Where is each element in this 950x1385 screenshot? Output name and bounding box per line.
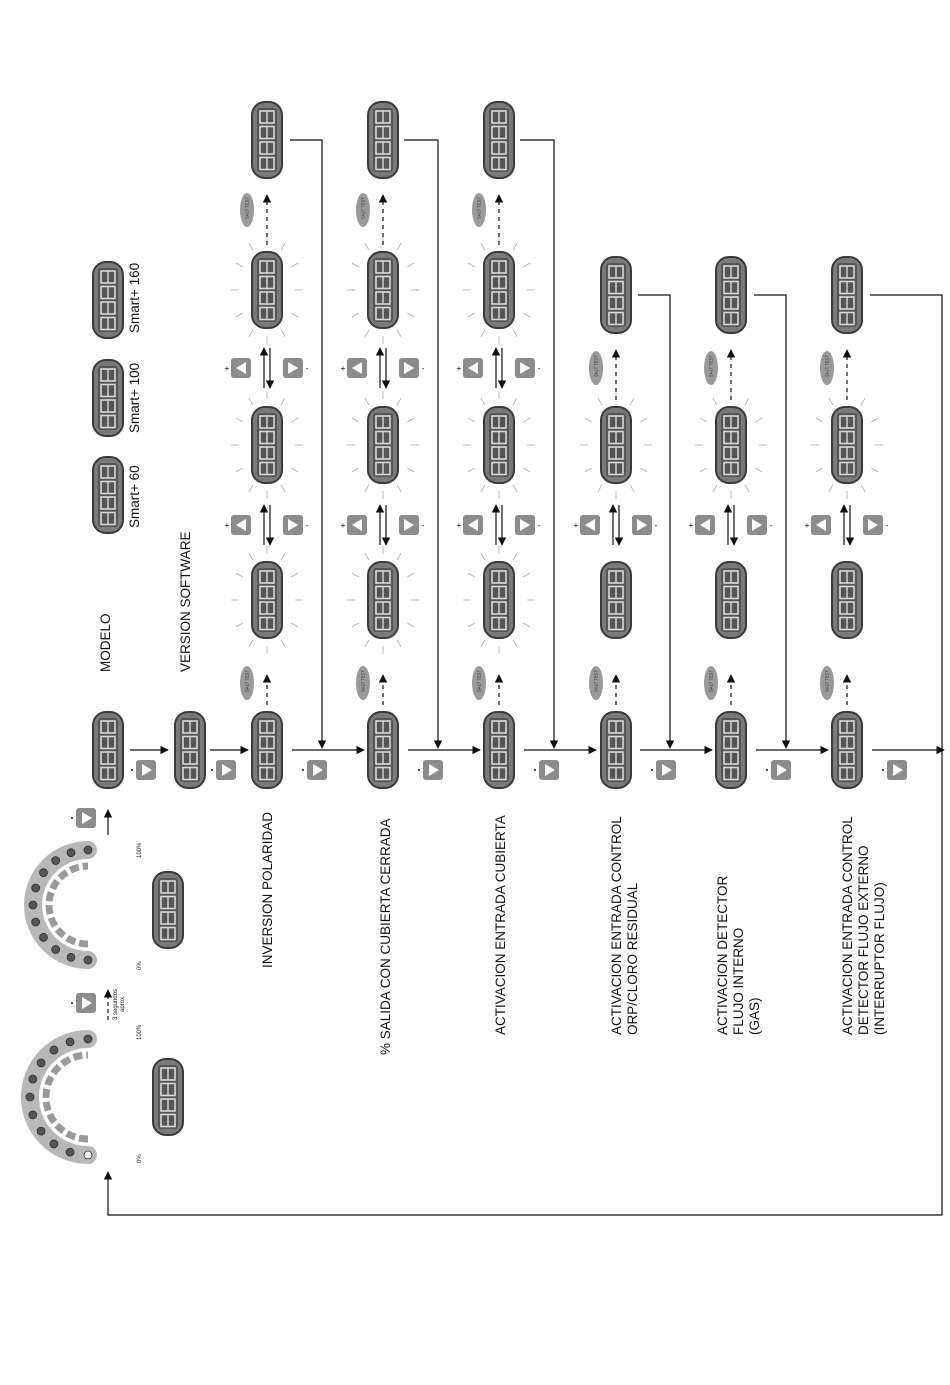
display-version [175, 712, 205, 788]
glow-ray [236, 418, 243, 422]
gauge-inner-ring [46, 1055, 88, 1139]
display-model-60 [93, 457, 123, 533]
glow-ray [281, 640, 285, 647]
glow-ray [713, 485, 717, 492]
glow-ray [236, 623, 243, 627]
glow-ray [397, 553, 401, 560]
glow-ray [397, 640, 401, 647]
glow-ray [523, 623, 530, 627]
glow-ray [365, 243, 369, 250]
row-gas-play-button[interactable] [766, 760, 791, 780]
row-inversion-display-main [252, 712, 282, 788]
row-gas-display-opt1 [716, 562, 746, 638]
salt-test-label: SALT TEST [360, 197, 366, 219]
row-salida-toggle-1 [380, 505, 386, 545]
label-inversion-polaridad: INVERSION POLARIDAD [260, 811, 275, 968]
glow-ray [481, 330, 485, 337]
row-inversion-down-button-1[interactable] [283, 515, 309, 535]
glow-ray [468, 313, 475, 317]
glow-ray [397, 330, 401, 337]
glow-ray [481, 243, 485, 250]
glow-ray [745, 485, 749, 492]
row-inversion-toggle-2 [264, 348, 270, 388]
gauge-led [50, 1046, 58, 1054]
row-orp-up-button-1[interactable] [574, 515, 600, 535]
glow-ray [365, 553, 369, 560]
row-orp-display-opt1 [601, 562, 631, 638]
dot [882, 769, 884, 771]
row-salida-toggle-2 [380, 348, 386, 388]
gauge2-min-label: 0% [137, 961, 143, 970]
glow-ray [291, 468, 298, 472]
glow-ray [513, 398, 517, 405]
glow-ray [407, 263, 414, 267]
row-cubierta-play-button[interactable] [534, 760, 559, 780]
glow-ray [249, 485, 253, 492]
glow-ray [481, 485, 485, 492]
play-button-2[interactable] [211, 760, 236, 780]
glow-ray [291, 418, 298, 422]
row-flujo-display-opt2 [811, 391, 883, 499]
glow-ray [352, 468, 359, 472]
sign: + [456, 521, 462, 530]
row-gas-salt-test-2[interactable] [704, 351, 718, 385]
glow-ray [365, 485, 369, 492]
row-orp-display-end [601, 257, 631, 333]
glow-ray [523, 573, 530, 577]
row-salida-up-button-2[interactable] [341, 358, 367, 378]
salt-test-label: SALT TEST [360, 670, 366, 692]
row-flujo-down-button-1[interactable] [863, 515, 889, 535]
glow-ray [513, 553, 517, 560]
glow-ray [397, 398, 401, 405]
salt-test-label: SALT TEST [244, 670, 250, 692]
glow-ray [468, 468, 475, 472]
gauge1-max-label: 100% [137, 1024, 143, 1040]
row-cubierta-down-button-2[interactable] [515, 358, 541, 378]
display-gauge-right [153, 872, 183, 948]
row-flujo-play-button[interactable] [882, 760, 907, 780]
gauge-led [29, 1075, 37, 1083]
dynamic-elements [26, 102, 907, 1159]
gauge-led [37, 1127, 45, 1135]
label-version-software: VERSION SOFTWARE [178, 531, 193, 672]
row-inversion-display-opt2 [231, 391, 303, 499]
row-cubierta-display-opt3 [463, 236, 535, 344]
row-cubierta-display-main [484, 712, 514, 788]
glow-ray [468, 263, 475, 267]
gauge-led [29, 1111, 37, 1119]
row-flujo-salt-test-2[interactable] [820, 351, 834, 385]
label-gas-line2: FLUJO INTERNO [731, 927, 746, 1035]
glow-ray [755, 418, 762, 422]
glow-ray [236, 573, 243, 577]
row-salida-display-opt3 [347, 236, 419, 344]
dot [418, 769, 420, 771]
dot [71, 817, 73, 819]
sign: - [654, 521, 658, 530]
row-gas-toggle-1 [728, 505, 734, 545]
glow-ray [468, 418, 475, 422]
label-model-160: Smart+ 160 [127, 262, 142, 333]
gauge-led [40, 933, 48, 941]
gauge-led [52, 857, 60, 865]
row-orp-display-opt2 [580, 391, 652, 499]
glow-ray [713, 398, 717, 405]
row-orp-play-button[interactable] [651, 760, 676, 780]
glow-ray [365, 330, 369, 337]
row-flujo-display-opt1 [832, 562, 862, 638]
glow-ray [249, 243, 253, 250]
row-salida-up-button-1[interactable] [341, 515, 367, 535]
dot [131, 769, 133, 771]
glow-ray [281, 243, 285, 250]
glow-ray [407, 573, 414, 577]
display-model-100 [93, 360, 123, 436]
gauge-led [66, 1148, 74, 1156]
row-gas-display-opt2 [695, 391, 767, 499]
connector-lines [108, 140, 944, 1215]
row-inversion-down-button-2[interactable] [283, 358, 309, 378]
gauge-led [84, 1151, 92, 1159]
glow-ray [700, 418, 707, 422]
glow-ray [513, 243, 517, 250]
glow-ray [640, 468, 647, 472]
sign: - [537, 364, 541, 373]
play-button-hold[interactable] [71, 993, 96, 1013]
sign: + [804, 521, 810, 530]
rotated-labels [98, 263, 887, 1055]
row-inversion-toggle-1 [264, 505, 270, 545]
row-gas-up-button-1[interactable] [689, 515, 715, 535]
sign: - [885, 521, 889, 530]
glow-ray [236, 313, 243, 317]
sign: - [769, 521, 773, 530]
glow-ray [861, 398, 865, 405]
glow-ray [630, 398, 634, 405]
label-gas-line1: ACTIVACION DETECTOR [715, 875, 730, 1035]
gauges [113, 842, 143, 1163]
row-flujo-up-button-1[interactable] [805, 515, 831, 535]
glow-ray [352, 313, 359, 317]
hold-label-2: aprox. [120, 995, 126, 1012]
row-salida-play-button[interactable] [418, 760, 443, 780]
row-salida-salt-test-1[interactable] [356, 666, 370, 700]
gauge2-max-label: 100% [137, 842, 143, 858]
glow-ray [816, 468, 823, 472]
gauge-led [37, 1059, 45, 1067]
glow-ray [352, 623, 359, 627]
gauge-led [66, 1038, 74, 1046]
glow-ray [816, 418, 823, 422]
glow-ray [365, 398, 369, 405]
glow-ray [249, 553, 253, 560]
glow-ray [513, 485, 517, 492]
glow-ray [481, 640, 485, 647]
glow-ray [281, 485, 285, 492]
glow-ray [700, 468, 707, 472]
gauge-led [84, 846, 92, 854]
row-salida-display-main [368, 712, 398, 788]
glow-ray [513, 330, 517, 337]
glow-ray [397, 243, 401, 250]
glow-ray [407, 623, 414, 627]
row-cubierta-up-button-2[interactable] [457, 358, 483, 378]
row-cubierta-salt-test-2[interactable] [472, 193, 486, 227]
glow-ray [481, 398, 485, 405]
gauge-led [67, 953, 75, 961]
sign: - [421, 521, 425, 530]
gauge-inner-ring [49, 866, 88, 944]
glow-ray [523, 468, 530, 472]
gauge-led [52, 945, 60, 953]
hold-label-1: 3 segundos [113, 988, 119, 1020]
row-cubierta-display-opt2 [463, 391, 535, 499]
row-cubierta-toggle-2 [496, 348, 502, 388]
glow-ray [755, 468, 762, 472]
row-salida-down-button-2[interactable] [399, 358, 425, 378]
row-flujo-salt-test-1[interactable] [820, 666, 834, 700]
label-activacion-cubierta: ACTIVACION ENTRADA CUBIERTA [493, 815, 508, 1035]
label-orp-line2: ORP/CLORO RESIDUAL [625, 882, 640, 1035]
sign: - [305, 521, 309, 530]
row-flujo-display-main [832, 712, 862, 788]
gauge-right [29, 846, 92, 964]
salt-test-label: SALT TEST [708, 355, 714, 377]
glow-ray [829, 485, 833, 492]
row-inversion-up-button-1[interactable] [225, 515, 251, 535]
glow-ray [745, 398, 749, 405]
row-orp-salt-test-1[interactable] [589, 666, 603, 700]
dot [71, 1002, 73, 1004]
glow-ray [523, 313, 530, 317]
glow-ray [630, 485, 634, 492]
glow-ray [523, 418, 530, 422]
salt-test-label: SALT TEST [708, 670, 714, 692]
sign: + [456, 364, 462, 373]
glow-ray [871, 468, 878, 472]
glow-ray [468, 573, 475, 577]
display-gauge-left [153, 1059, 183, 1135]
salt-test-label: SALT TEST [593, 670, 599, 692]
row-inversion-salt-test-1[interactable] [240, 666, 254, 700]
row-salida-display-opt1 [347, 546, 419, 654]
label-flow-line1: ACTIVACION ENTRADA CONTROL [840, 816, 855, 1035]
sign: - [537, 521, 541, 530]
row-cubierta-down-button-1[interactable] [515, 515, 541, 535]
gauge-led [40, 869, 48, 877]
row-inversion-play-button[interactable] [302, 760, 327, 780]
glow-ray [585, 418, 592, 422]
salt-test-label: SALT TEST [476, 197, 482, 219]
glow-ray [407, 468, 414, 472]
sign: - [305, 364, 309, 373]
play-button-gauge[interactable] [71, 808, 96, 828]
label-model-100: Smart+ 100 [127, 362, 142, 433]
dot [302, 769, 304, 771]
salt-test-label: SALT TEST [824, 670, 830, 692]
label-modelo: MODELO [98, 613, 113, 672]
salt-test-label: SALT TEST [593, 355, 599, 377]
gauge-led [50, 1140, 58, 1148]
glow-ray [291, 263, 298, 267]
label-flow-line3: (INTERRUPTOR FLUJO) [872, 882, 887, 1035]
sign: + [688, 521, 694, 530]
row-cubierta-salt-test-1[interactable] [472, 666, 486, 700]
gauge-led [29, 901, 37, 909]
gauge-led [26, 1093, 34, 1101]
glow-ray [585, 468, 592, 472]
glow-ray [352, 573, 359, 577]
glow-ray [640, 418, 647, 422]
label-model-60: Smart+ 60 [127, 465, 142, 528]
salt-test-label: SALT TEST [244, 197, 250, 219]
row-orp-salt-test-2[interactable] [589, 351, 603, 385]
row-cubierta-display-opt1 [463, 546, 535, 654]
row-cubierta-up-button-1[interactable] [457, 515, 483, 535]
glow-ray [598, 485, 602, 492]
sign: - [421, 364, 425, 373]
row-gas-display-main [716, 712, 746, 788]
glow-ray [598, 398, 602, 405]
gauge1-min-label: 0% [137, 1154, 143, 1163]
gauge-led [84, 1035, 92, 1043]
glow-ray [407, 418, 414, 422]
glow-ray [291, 313, 298, 317]
glow-ray [523, 263, 530, 267]
glow-ray [281, 330, 285, 337]
sign: + [340, 521, 346, 530]
gauge-led [84, 956, 92, 964]
row-salida-display-end [368, 102, 398, 178]
row-orp-display-main [601, 712, 631, 788]
label-salida-cubierta: % SALIDA CON CUBIERTA CERRADA [378, 818, 393, 1055]
gauge-left [26, 1035, 92, 1159]
label-orp-line1: ACTIVACION ENTRADA CONTROL [609, 816, 624, 1035]
display-model-160 [93, 262, 123, 338]
glow-ray [365, 640, 369, 647]
label-gas-line3: (GAS) [747, 997, 762, 1035]
display-start [93, 712, 123, 788]
sign: + [224, 521, 230, 530]
glow-ray [397, 485, 401, 492]
row-salida-down-button-1[interactable] [399, 515, 425, 535]
row-orp-down-button-1[interactable] [632, 515, 658, 535]
salt-test-label: SALT TEST [824, 355, 830, 377]
glow-ray [281, 553, 285, 560]
glow-ray [281, 398, 285, 405]
sign: + [573, 521, 579, 530]
glow-ray [407, 313, 414, 317]
row-cubierta-display-end [484, 102, 514, 178]
glow-ray [829, 398, 833, 405]
row-inversion-up-button-2[interactable] [225, 358, 251, 378]
glow-ray [861, 485, 865, 492]
glow-ray [352, 263, 359, 267]
row-salida-display-opt2 [347, 391, 419, 499]
row-inversion-display-opt3 [231, 236, 303, 344]
play-button-1[interactable] [131, 760, 156, 780]
glow-ray [481, 553, 485, 560]
glow-ray [236, 468, 243, 472]
glow-ray [468, 623, 475, 627]
salt-test-label: SALT TEST [476, 670, 482, 692]
glow-ray [249, 398, 253, 405]
row-flujo-toggle-1 [844, 505, 850, 545]
row-gas-display-end [716, 257, 746, 333]
glow-ray [291, 573, 298, 577]
glow-ray [352, 418, 359, 422]
gauge-led [32, 884, 40, 892]
glow-ray [871, 418, 878, 422]
glow-ray [236, 263, 243, 267]
dot [766, 769, 768, 771]
sign: + [340, 364, 346, 373]
row-salida-salt-test-2[interactable] [356, 193, 370, 227]
row-flujo-display-end [832, 257, 862, 333]
row-cubierta-toggle-1 [496, 505, 502, 545]
gauge-led [32, 918, 40, 926]
row-inversion-display-opt1 [231, 546, 303, 654]
glow-ray [291, 623, 298, 627]
dot [211, 769, 213, 771]
glow-ray [249, 330, 253, 337]
row-inversion-salt-test-2[interactable] [240, 193, 254, 227]
dot [534, 769, 536, 771]
row-inversion-display-end [252, 102, 282, 178]
row-orp-toggle-1 [613, 505, 619, 545]
dot [651, 769, 653, 771]
row-gas-down-button-1[interactable] [747, 515, 773, 535]
glow-ray [249, 640, 253, 647]
glow-ray [513, 640, 517, 647]
label-flow-line2: DETECTOR FLUJO EXTERNO [856, 845, 871, 1035]
row-gas-salt-test-1[interactable] [704, 666, 718, 700]
gauge-led [67, 849, 75, 857]
sign: + [224, 364, 230, 373]
